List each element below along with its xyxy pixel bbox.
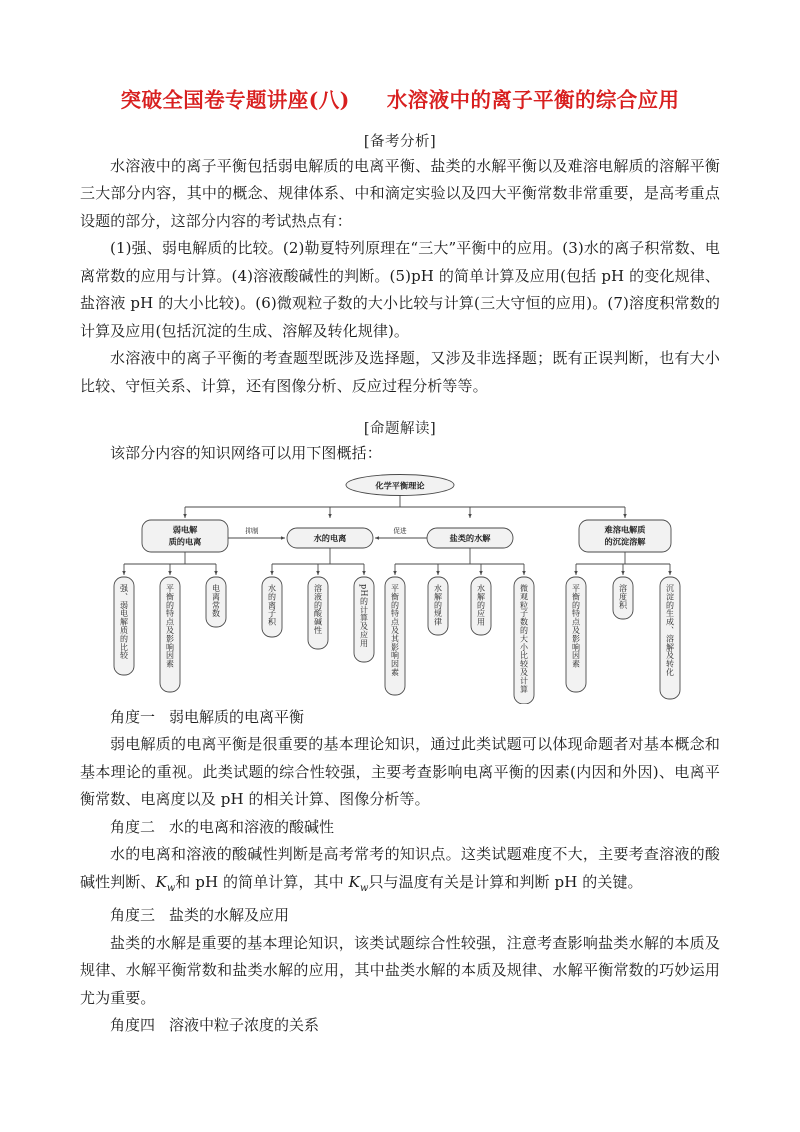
diagram-leaf-equilibrium-features-2 [385,577,405,695]
edge-label-promote: 促进 [393,526,407,535]
leaf-label: 强、弱电解质的比较 [119,583,129,660]
angle-heading-3 [80,902,720,930]
leaf-label: 平衡的特点及影响因素 [571,583,581,668]
diagram-node-insoluble-electrolyte [579,520,671,552]
leaf-label: pH的计算及应用 [359,583,369,647]
leaf-label: 水解的应用 [476,583,486,626]
knowledge-network-diagram [80,472,720,704]
angle-body-mid: 和 pH 的简单计算，其中 [175,872,349,891]
diagram-leaf-hydrolysis-application [471,577,491,635]
angle-title: 弱电解质的电离平衡 [169,707,305,726]
diagram-leaf-microparticle-comparison [514,577,534,704]
node-label-water: 水的电离 [313,532,347,543]
diagram-leaf-water-ion-product [262,577,282,637]
angle-heading-4 [80,1012,720,1040]
angle-label: 角度一 [110,707,156,726]
diagram-leaf-strong-weak-compare [114,577,134,675]
leaf-label: 水解的规律 [433,583,443,626]
diagram-root-label: 化学平衡理论 [375,479,425,490]
paragraph-question-types: 水溶液中的离子平衡的考查题型既涉及选择题，又涉及非选择题；既有正误判断，也有大小比较、守恒关系、计算，还有图像分析、反应过程分析等等。 [80,349,720,395]
angle-label: 角度四 [110,1016,156,1035]
leaf-label: 溶液的酸碱性 [313,583,323,634]
angle-heading-1 [80,704,720,732]
kw-symbol-1: $K_w$ [155,872,176,894]
angle-label: 角度二 [110,817,156,836]
exam-analysis-heading: [备考分析] [363,133,437,150]
angle-body-pre: 水的电离和溶液的酸碱性判断是高考常考的知识点。这类试题难度不大，主要考查溶液的酸碱性判断、 [80,845,720,891]
leaf-label: 平衡的特点及其影响因素 [390,583,400,676]
node-label-insoluble-line2: 的沉淀溶解 [604,536,646,547]
leaf-label: 电离常数 [211,583,221,618]
angle-body-3: 盐类的水解是重要的基本理论知识，该类试题综合性较强，注意考查影响盐类水解的本质及规律、水解平衡常数和盐类水解的应用，其中盐类水解的本质及规律、水解平衡常数的巧妙运用尤为重要。 [80,933,720,1007]
page-title-prefix: 突破全国卷专题讲座(八) [120,88,350,112]
leaf-label: 微观粒子数的大小比较及计算 [519,583,529,693]
page-title [80,0,720,113]
node-label-salt: 盐类的水解 [449,532,491,543]
diagram-leaf-solubility-product [613,577,633,619]
paragraph-hotspots: (1)强、弱电解质的比较。(2)勒夏特列原理在“三大”平衡中的应用。(3)水的离子积常数、电离常数的应用与计算。(4)溶液酸碱性的判断。(5)pH 的简单计算及应用(包括 pH 的变化规律、盐溶液 pH 的大小比较)。(6)微观粒子数的大小比较与计算(三大守恒的应用)。(7)溶度积常数的计算及应用(包括沉淀的生成、溶解及转化规律)。 [80,239,720,340]
proposition-heading: [命题解读] [363,421,437,438]
paragraph-knowledge-network: 该部分内容的知识网络可以用下图概括： [110,444,382,463]
diagram-leaf-hydrolysis-law [428,577,448,635]
angle-title: 盐类的水解及应用 [169,906,290,925]
angle-title: 溶液中粒子浓度的关系 [169,1016,320,1035]
paragraph-overview: 水溶液中的离子平衡包括弱电解质的电离平衡、盐类的水解平衡以及难溶电解质的溶解平衡三大部分内容，其中的概念、规律体系、中和滴定实验以及四大平衡常数非常重要，是高考重点设题的部分，这部分内容的考试热点有： [80,156,720,230]
leaf-label: 溶度积 [618,583,628,609]
diagram-root-node [346,474,454,495]
node-label-insoluble-line1: 难溶电解质 [604,524,646,535]
diagram-node-weak-electrolyte-ionization [142,520,228,552]
diagram-leaf-solution-acidity [308,577,328,649]
leaf-label: 水的离子积 [267,583,277,626]
node-label-line2: 质的电离 [168,536,202,547]
leaf-label: 沉淀的生成、溶解及转化 [665,583,675,676]
angle-body-2 [80,841,720,902]
diagram-leaf-equilibrium-features-3 [566,577,586,692]
diagram-leaf-ionization-constant [206,577,226,627]
page-title-main: 水溶液中的离子平衡的综合应用 [386,88,680,112]
diagram-node-salt-hydrolysis [427,528,513,548]
edge-label-inhibit: 抑制 [245,526,259,535]
angle-heading-2 [80,814,720,842]
diagram-leaf-precipitate-transform [660,577,680,699]
angle-label: 角度三 [110,906,156,925]
angle-body-1: 弱电解质的电离平衡是很重要的基本理论知识，通过此类试题可以体现命题者对基本概念和基本理论的重视。此类试题的综合性较强，主要考查影响电离平衡的因素(内因和外因)、电离平衡常数、电离度以及 pH 的相关计算、图像分析等。 [80,735,720,809]
angle-title: 水的电离和溶液的酸碱性 [169,817,335,836]
kw-symbol-2: $K_w$ [348,872,369,894]
diagram-leaf-equilibrium-features-1 [160,577,180,692]
angle-body-post: 只与温度有关是计算和判断 pH 的关键。 [368,872,643,891]
leaf-label: 平衡的特点及影响因素 [165,583,175,668]
diagram-node-water-ionization [287,528,373,548]
node-label-line1: 弱电解 [172,524,198,535]
diagram-leaf-ph-calculation [354,577,374,662]
